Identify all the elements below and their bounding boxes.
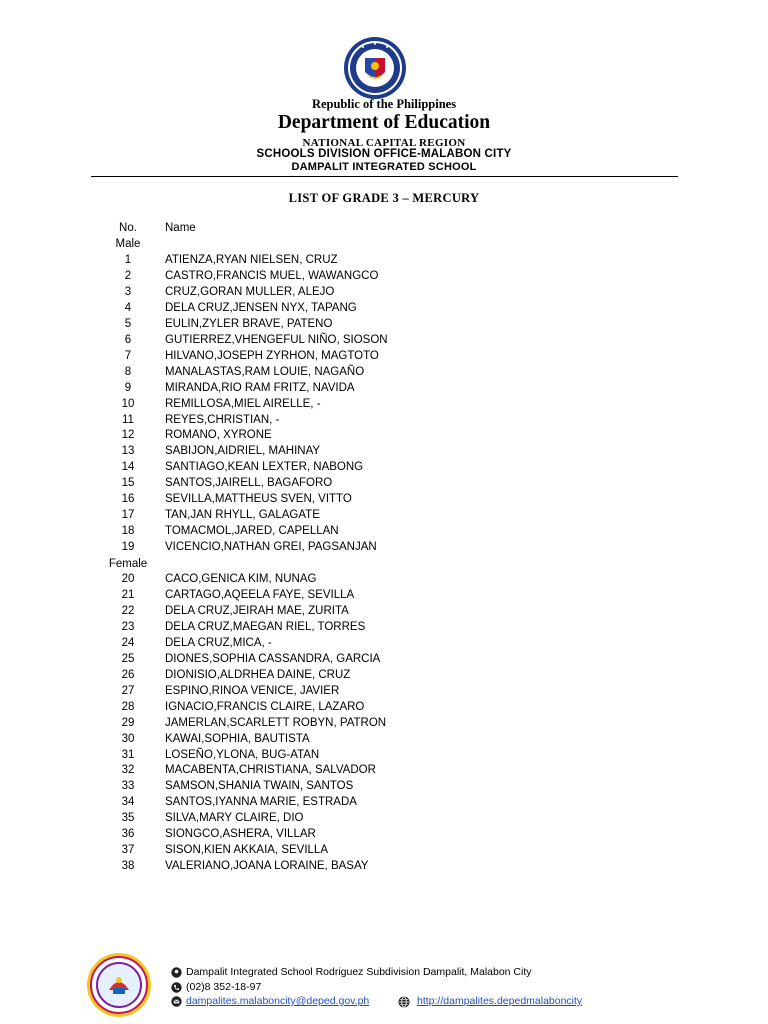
student-row — [0, 717, 768, 733]
deped-seal-logo — [343, 36, 407, 100]
student-row — [0, 733, 768, 749]
republic-heading: Republic of the Philippines — [311, 97, 457, 111]
student-name: CASTRO,FRANCIS MUEL, WAWANGCO — [165, 269, 379, 282]
student-row — [0, 270, 768, 286]
student-row — [0, 621, 768, 637]
student-number: 22 — [121, 604, 135, 617]
student-row — [0, 461, 768, 477]
student-name: DELA CRUZ,MICA, - — [165, 636, 272, 649]
student-row — [0, 334, 768, 350]
student-row — [0, 429, 768, 445]
student-name: MANALASTAS,RAM LOUIE, NAGAÑO — [165, 365, 365, 378]
student-row — [0, 414, 768, 430]
student-name: DIONISIO,ALDRHEA DAINE, CRUZ — [165, 668, 351, 681]
student-number: 10 — [121, 397, 135, 410]
student-name: CRUZ,GORAN MULLER, ALEJO — [165, 285, 335, 298]
group-label-female: Female — [108, 558, 148, 570]
student-number: 3 — [124, 285, 132, 298]
student-name: SEVILLA,MATTHEUS SVEN, VITTO — [165, 493, 352, 506]
student-row — [0, 366, 768, 382]
student-row — [0, 828, 768, 844]
student-number: 13 — [121, 445, 135, 458]
header-divider — [91, 176, 678, 177]
student-name: SISON,KIEN AKKAIA, SEVILLA — [165, 844, 328, 857]
student-name: TOMACMOL,JARED, CAPELLAN — [165, 525, 339, 538]
list-title: LIST OF GRADE 3 – MERCURY — [288, 191, 480, 205]
footer-phone — [171, 981, 261, 993]
footer-website-link[interactable]: http://dampalites.depedmalaboncity — [417, 995, 583, 1007]
group-label-male: Male — [115, 238, 141, 250]
student-name: ROMANO, XYRONE — [165, 429, 272, 442]
student-name: DIONES,SOPHIA CASSANDRA, GARCIA — [165, 652, 381, 665]
student-row — [0, 509, 768, 525]
student-number: 2 — [124, 269, 132, 282]
student-row — [0, 398, 768, 414]
student-name: IGNACIO,FRANCIS CLAIRE, LAZARO — [165, 700, 365, 713]
student-number: 26 — [121, 668, 135, 681]
student-name: EULIN,ZYLER BRAVE, PATENO — [165, 317, 333, 330]
division-heading: SCHOOLS DIVISION OFFICE-MALABON CITY — [256, 148, 512, 160]
student-number: 4 — [124, 301, 132, 314]
student-row — [0, 318, 768, 334]
student-row — [0, 493, 768, 509]
globe-icon — [398, 996, 409, 1007]
student-row — [0, 525, 768, 541]
student-row — [0, 286, 768, 302]
student-number: 36 — [121, 828, 135, 841]
student-name: SABIJON,AIDRIEL, MAHINAY — [165, 445, 321, 458]
student-number: 20 — [121, 573, 135, 585]
student-number: 27 — [121, 684, 135, 697]
student-number: 23 — [121, 620, 135, 633]
student-number: 33 — [121, 780, 135, 793]
column-header-no: No. — [119, 222, 137, 234]
student-number: 35 — [121, 812, 135, 825]
student-name: SANTOS,JAIRELL, BAGAFORO — [165, 477, 333, 490]
student-row — [0, 653, 768, 669]
student-name: KAWAI,SOPHIA, BAUTISTA — [165, 732, 310, 745]
footer-address — [171, 966, 532, 978]
footer-website — [398, 995, 582, 1007]
student-number: 17 — [121, 509, 135, 522]
email-icon — [171, 996, 182, 1007]
column-header-name: Name — [165, 222, 196, 234]
location-pin-icon — [171, 967, 182, 978]
student-name: VICENCIO,NATHAN GREI, PAGSANJAN — [165, 541, 377, 554]
student-name: MACABENTA,CHRISTIANA, SALVADOR — [165, 764, 376, 777]
school-heading: DAMPALIT INTEGRATED SCHOOL — [291, 161, 477, 173]
student-name: LOSEÑO,YLONA, BUG-ATAN — [165, 748, 320, 761]
student-number: 5 — [124, 317, 132, 330]
student-name: HILVANO,JOSEPH ZYRHON, MAGTOTO — [165, 349, 379, 362]
student-row — [0, 254, 768, 270]
student-number: 18 — [121, 525, 135, 538]
region-heading: NATIONAL CAPITAL REGION — [302, 137, 466, 149]
student-number: 38 — [121, 860, 135, 873]
student-name: MIRANDA,RIO RAM FRITZ, NAVIDA — [165, 381, 355, 394]
footer-email-link[interactable]: dampalites.malaboncity@deped.gov.ph — [186, 995, 370, 1007]
student-number: 25 — [121, 652, 135, 665]
student-row — [0, 350, 768, 366]
phone-icon — [171, 982, 182, 993]
student-number: 30 — [121, 732, 135, 745]
student-name: DELA CRUZ,MAEGAN RIEL, TORRES — [165, 620, 366, 633]
student-row — [0, 764, 768, 780]
student-name: REYES,CHRISTIAN, - — [165, 413, 280, 426]
student-number: 6 — [124, 333, 132, 346]
student-row — [0, 302, 768, 318]
student-name: VALERIANO,JOANA LORAINE, BASAY — [165, 860, 369, 873]
student-row — [0, 589, 768, 605]
student-row — [0, 573, 768, 589]
student-number: 15 — [121, 477, 135, 490]
student-row — [0, 669, 768, 685]
student-number: 37 — [121, 844, 135, 857]
student-number: 32 — [121, 764, 135, 777]
student-row — [0, 844, 768, 860]
student-name: ATIENZA,RYAN NIELSEN, CRUZ — [165, 254, 338, 266]
student-row — [0, 445, 768, 461]
student-number: 21 — [121, 589, 135, 601]
student-name: REMILLOSA,MIEL AIRELLE, - — [165, 397, 321, 410]
student-row — [0, 382, 768, 398]
student-row — [0, 637, 768, 653]
student-number: 14 — [121, 461, 135, 474]
student-row — [0, 541, 768, 557]
student-number: 9 — [124, 381, 132, 394]
student-row — [0, 701, 768, 717]
student-name: SANTIAGO,KEAN LEXTER, NABONG — [165, 461, 364, 474]
student-row — [0, 749, 768, 765]
department-heading: Department of Education — [277, 112, 491, 133]
school-logo — [84, 952, 154, 1018]
student-name: SANTOS,IYANNA MARIE, ESTRADA — [165, 796, 357, 809]
student-name: DELA CRUZ,JEIRAH MAE, ZURITA — [165, 604, 349, 617]
student-number: 16 — [121, 493, 135, 506]
student-name: CARTAGO,AQEELA FAYE, SEVILLA — [165, 589, 355, 601]
student-name: GUTIERREZ,VHENGEFUL NIÑO, SIOSON — [165, 333, 388, 346]
student-row — [0, 780, 768, 796]
student-row — [0, 812, 768, 828]
student-number: 28 — [121, 700, 135, 713]
student-number: 8 — [124, 365, 132, 378]
student-number: 7 — [124, 349, 132, 362]
student-number: 1 — [124, 254, 132, 266]
student-name: SILVA,MARY CLAIRE, DIO — [165, 812, 304, 825]
student-number: 34 — [121, 796, 135, 809]
student-number: 31 — [121, 748, 135, 761]
student-row — [0, 685, 768, 701]
student-name: CACO,GENICA KIM, NUNAG — [165, 573, 317, 585]
student-name: JAMERLAN,SCARLETT ROBYN, PATRON — [165, 716, 387, 729]
student-row — [0, 860, 768, 876]
student-number: 24 — [121, 636, 135, 649]
student-name: ESPINO,RINOA VENICE, JAVIER — [165, 684, 340, 697]
footer-address-text: Dampalit Integrated School Rodriguez Subdivision Dampalit, Malabon City — [186, 966, 532, 978]
student-name: DELA CRUZ,JENSEN NYX, TAPANG — [165, 301, 357, 314]
student-name: SIONGCO,ASHERA, VILLAR — [165, 828, 316, 841]
footer-email — [171, 995, 369, 1007]
student-row — [0, 605, 768, 621]
student-name: SAMSON,SHANIA TWAIN, SANTOS — [165, 780, 354, 793]
student-number: 29 — [121, 716, 135, 729]
student-row — [0, 796, 768, 812]
student-number: 11 — [122, 413, 134, 426]
student-number: 12 — [121, 429, 135, 442]
student-row — [0, 477, 768, 493]
student-number: 19 — [121, 541, 135, 554]
footer-phone-text: (02)8 352-18-97 — [186, 981, 262, 993]
student-name: TAN,JAN RHYLL, GALAGATE — [165, 509, 320, 522]
